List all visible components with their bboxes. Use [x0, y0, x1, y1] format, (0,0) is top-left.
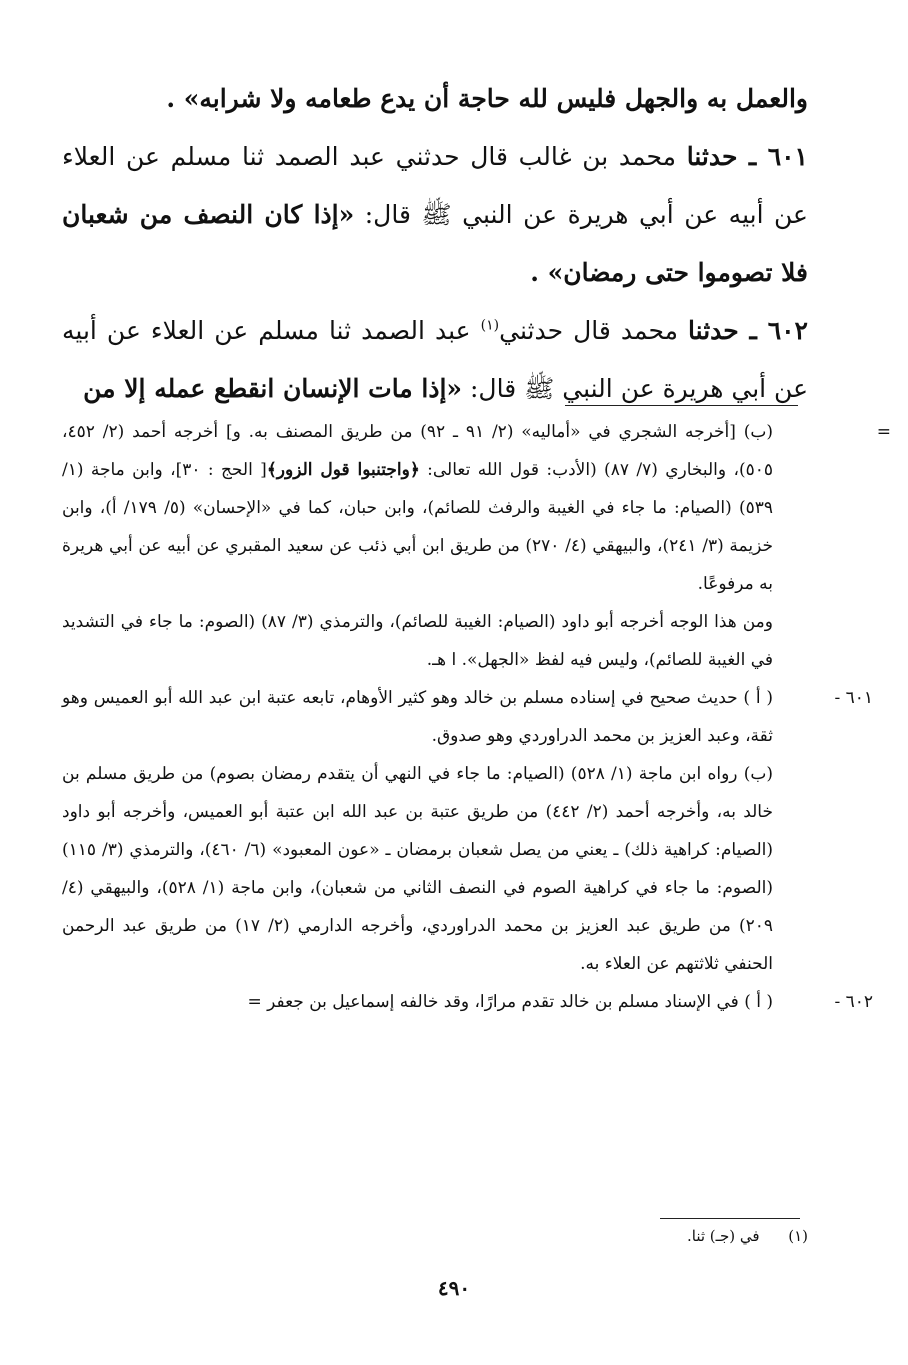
- commentary-prev-b-note: ومن هذا الوجه أخرجه أبو داود (الصيام: الغيبة للصائم)، والترمذي (٣/ ٨٧) (الصوم: ما جاء في التشديد في الغيبة للصائم)، وليس فيه لفظ «الجهل». ا هـ.: [62, 612, 773, 670]
- footnote-divider: [660, 1218, 800, 1219]
- hadith-601-matn: «إذا كان النصف من شعبان فلا تصوموا حتى رمضان» .: [62, 200, 808, 287]
- footnote-number: (١): [788, 1227, 808, 1245]
- hadith-602-chain-a: محمد قال حدثني: [499, 316, 689, 345]
- commentary-602-a: [62, 983, 873, 1021]
- hadith-602-chain-b: عبد الصمد ثنا مسلم عن العلاء عن أبيه عن أبي هريرة عن النبي ﷺ قال:: [62, 316, 808, 403]
- commentary-prev-b-text2: [ الحج : ٣٠]، وابن ماجة (١/ ٥٣٩) (الصيام: ما جاء في الغيبة والرفث للصائم)، وابن حبان، كما في «الإحسان» (٥/ ١٧٩/ أ)، وابن خزيمة (٣/ ٢٤١)، والبيهقي (٤/ ٢٧٠) من طريق ابن أبي ذئب عن سعيد المقبري عن أبيه عن أبي هريرة به مرفوعًا.: [62, 460, 773, 594]
- commentary-602-a-text: ( أ ) في الإسناد مسلم بن خالد تقدم مرارًا، وقد خالفه إسماعيل بن جعفر =: [247, 992, 773, 1012]
- commentary: [62, 413, 891, 1021]
- commentary-601-a: [62, 679, 873, 755]
- footnote-text: في (جـ) ثنا.: [686, 1227, 760, 1245]
- commentary-prev-b: [62, 413, 891, 603]
- hadith-602-matn: «إذا مات الإنسان انقطع عمله إلا من: [83, 374, 463, 403]
- commentary-601-number: ٦٠١ -: [834, 688, 873, 708]
- footnote: [508, 1223, 808, 1249]
- hadith-602-number: ٦٠٢ ـ حدثنا: [688, 316, 808, 345]
- commentary-601-b: (ب) رواه ابن ماجة (١/ ٥٢٨) (الصيام: ما جاء في النهي أن يتقدم رمضان بصوم) من طريق مسلم بن خالد به، وأخرجه أحمد (٢/ ٤٤٢) من طريق عتبة بن عبد الله ابن عتبة أبو العميس، وأخرجه أبو داود (الصيام: كراهية ذلك) ـ يعني من يصل شعبان برمضان ـ «عون المعبود» (٦/ ٤٦٠)، والترمذي (٣/ ١١٥) (الصوم: ما جاء في كراهية الصوم في النصف الثاني من شعبان)، وابن ماجة (١/ ٥٢٨)، والبيهقي (٤/ ٢٠٩) من طريق عبد العزيز بن محمد الدراوردي، وأخرجه الدارمي (٢/ ١٧) من طريق عبد الرحمن الحنفي ثلاثتهم عن العلاء به.: [62, 764, 774, 974]
- quran-quote: ﴿واجتنبوا قول الزور﴾: [266, 460, 420, 480]
- hadith-602: [62, 302, 808, 418]
- commentary-divider: [565, 405, 798, 406]
- hadith-601-number: ٦٠١ ـ حدثنا: [686, 142, 808, 171]
- continuation-mark: =: [876, 422, 891, 442]
- footnote-ref: (١): [480, 317, 500, 334]
- commentary-601-a-text: ( أ ) حديث صحيح في إسناده مسلم بن خالد وهو كثير الأوهام، تابعه عتبة ابن عبد الله أبو العميس وهو ثقة، وعبد العزيز بن محمد الدراوردي وهو صدوق.: [62, 688, 773, 746]
- commentary-602-number: ٦٠٢ -: [834, 992, 873, 1012]
- hadith-601-chain: محمد بن غالب قال حدثني عبد الصمد ثنا مسلم عن العلاء عن أبيه عن أبي هريرة عن النبي ﷺ قال:: [62, 142, 808, 229]
- main-line-continuation: والعمل به والجهل فليس لله حاجة أن يدع طعامه ولا شرابه» .: [166, 84, 808, 113]
- commentary-prev-b-text1: (ب) [أخرجه الشجري في «أماليه» (٢/ ٩١ ـ ٩٢) من طريق المصنف به. و] أخرجه أحمد (٢/ ٤٥٢، ٥٠٥)، والبخاري (٧/ ٨٧) (الأدب: قول الله تعالى:: [62, 422, 773, 480]
- page-number: ٤٩٠: [437, 1276, 471, 1300]
- main-text: [62, 70, 808, 418]
- hadith-601: [62, 128, 808, 302]
